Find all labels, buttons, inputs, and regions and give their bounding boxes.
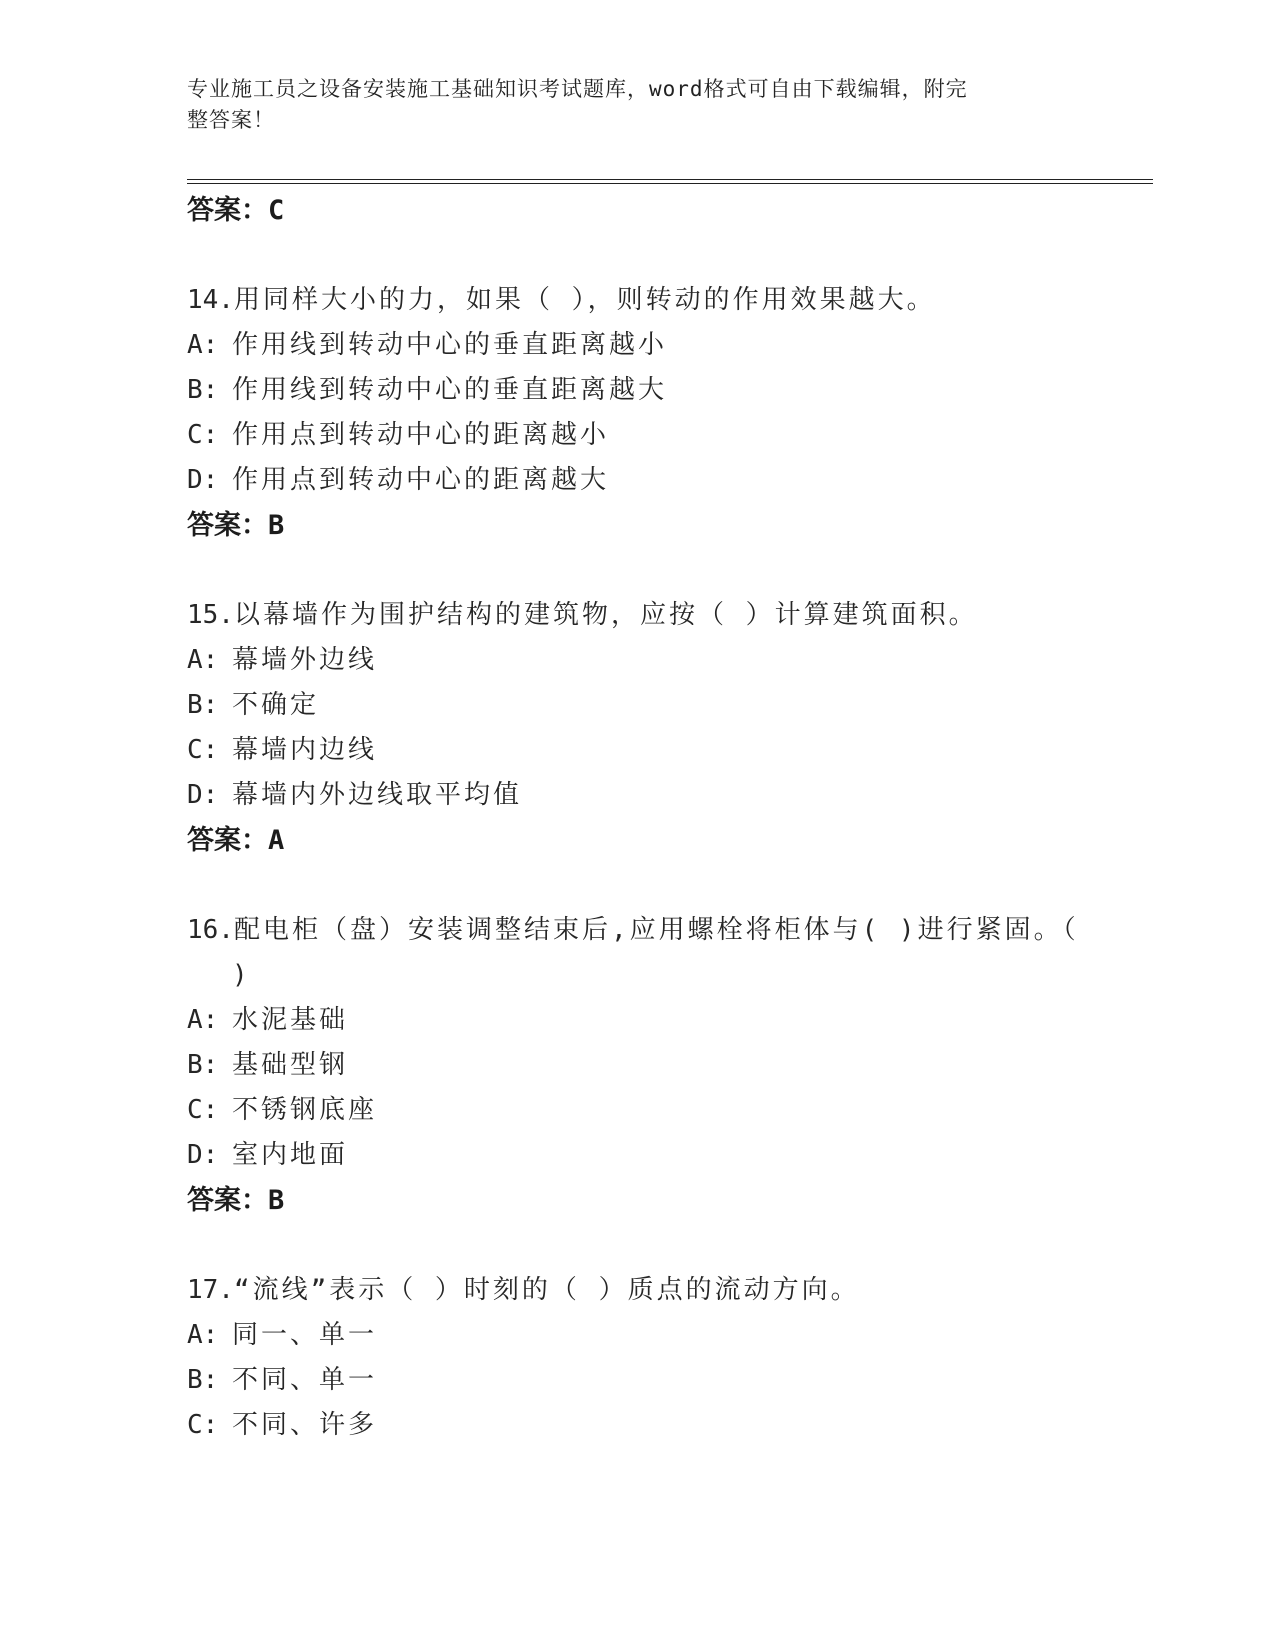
option-letter: B: [187,1365,219,1395]
option-c [187,728,1087,773]
option-b [187,1358,1087,1403]
option-text: 作用线到转动中心的垂直距离越小 [232,330,668,360]
answer-value: B [268,510,285,541]
answer-label: 答案： [187,825,268,856]
answer-value: C [268,195,285,226]
question-text-continuation: ) [232,960,251,990]
option-text: 幕墙内边线 [232,735,378,765]
option-letter: C: [187,735,219,765]
header-divider-top [187,179,1153,180]
option-text: 作用点到转动中心的距离越大 [232,465,610,495]
option-a [187,638,1087,683]
option-text: 室内地面 [232,1140,349,1170]
option-b [187,683,1087,728]
spacer [187,234,1087,278]
option-c [187,413,1087,458]
option-text: 不同、许多 [232,1410,378,1440]
question-text: 以幕墙作为围护结构的建筑物，应按（ ）计算建筑面积。 [233,600,978,630]
question-text: 配电柜（盘）安装调整结束后,应用螺栓将柜体与( )进行紧固。（ [233,915,1079,945]
spacer [187,864,1087,908]
question-number: 17. [187,1275,234,1305]
option-a [187,323,1087,368]
answer-value: B [268,1185,285,1216]
option-text: 幕墙内外边线取平均值 [232,780,523,810]
option-text: 不确定 [232,690,320,720]
header-divider-bottom [187,183,1153,184]
answer-label: 答案： [187,510,268,541]
header-line-2: 整答案！ [187,108,275,132]
option-text: 基础型钢 [232,1050,349,1080]
answer-14 [187,503,1087,549]
option-c [187,1088,1087,1133]
option-letter: B: [187,1050,219,1080]
option-letter: D: [187,465,219,495]
option-d [187,458,1087,503]
document-header [187,74,1067,136]
answer-label: 答案： [187,1185,268,1216]
question-14 [187,278,1087,323]
option-c [187,1403,1087,1448]
spacer [187,1224,1087,1268]
option-letter: D: [187,1140,219,1170]
option-text: 不同、单一 [232,1365,378,1395]
option-letter: A: [187,645,219,675]
question-number: 15. [187,600,234,630]
question-number: 16. [187,915,234,945]
option-letter: D: [187,780,219,810]
option-text: 水泥基础 [232,1005,349,1035]
question-17 [187,1268,1087,1313]
option-text: 同一、单一 [232,1320,378,1350]
option-letter: A: [187,330,219,360]
option-letter: A: [187,1005,219,1035]
answer-13 [187,188,1087,234]
option-letter: C: [187,420,219,450]
answer-16 [187,1178,1087,1224]
option-text: 作用点到转动中心的距离越小 [232,420,610,450]
answer-15 [187,818,1087,864]
document-body [187,188,1087,1448]
answer-value: A [268,825,285,856]
question-15 [187,593,1087,638]
option-b [187,368,1087,413]
option-letter: B: [187,375,219,405]
option-text: 幕墙外边线 [232,645,378,675]
option-letter: A: [187,1320,219,1350]
option-text: 不锈钢底座 [232,1095,378,1125]
option-letter: C: [187,1095,219,1125]
header-line-1: 专业施工员之设备安装施工基础知识考试题库，word格式可自由下载编辑，附完 [187,77,968,101]
option-a [187,998,1087,1043]
option-text: 作用线到转动中心的垂直距离越大 [232,375,668,405]
option-letter: C: [187,1410,219,1440]
answer-label: 答案： [187,195,268,226]
question-16 [187,908,1087,998]
question-text: “流线”表示（ ）时刻的（ ）质点的流动方向。 [233,1275,860,1305]
option-d [187,1133,1087,1178]
option-b [187,1043,1087,1088]
question-text: 用同样大小的力，如果（ ），则转动的作用效果越大。 [233,285,936,315]
option-letter: B: [187,690,219,720]
question-number: 14. [187,285,234,315]
option-d [187,773,1087,818]
option-a [187,1313,1087,1358]
spacer [187,549,1087,593]
